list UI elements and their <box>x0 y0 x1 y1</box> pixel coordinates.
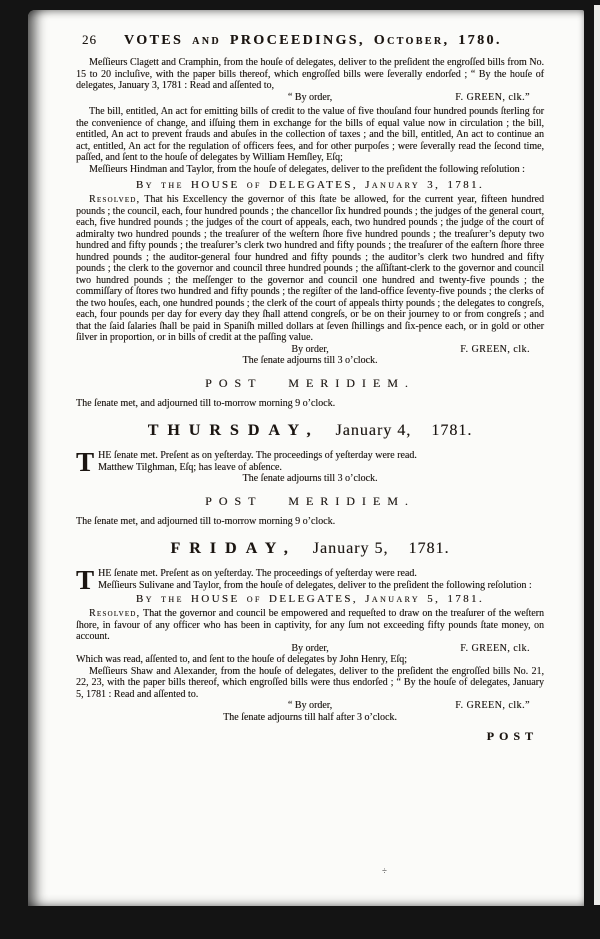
drop-cap: T <box>76 565 95 595</box>
paragraph-resolved-captivity <box>76 608 544 643</box>
resolved-body-text: That the governor and council be empowered and requeſted to draw on the treaſurer of the weſtern ſhore, in favour of any officer who has been in captivity, for any ſum not exceeding fifty pounds ſtate money, on account. <box>76 608 544 642</box>
by-order-text: By order, <box>291 343 329 355</box>
day-name: THURSDAY, <box>147 422 320 439</box>
adjournment-line: The ſenate adjourns till 3 o’clock. <box>242 473 378 484</box>
drop-cap: T <box>76 447 95 477</box>
by-order-text: “ By order, <box>287 700 333 711</box>
heading-house-of-delegates-jan3: By the HOUSE of DELEGATES, January 3, 1781. <box>135 179 485 191</box>
clerk-signature: F. GREEN, clk.” <box>455 700 530 711</box>
friday-line1: HE ſenate met. Preſent as on yeſterday. The proceedings of yeſterday were read. <box>98 568 417 579</box>
paragraph-thursday-proceedings <box>76 447 544 477</box>
paragraph-shaw-alexander: Meſſieurs Shaw and Alexander, from the houſe of delegates, deliver to the preſident the engroſſed bills No. 21, 22, 23, with the paper bills thereof, which engroſſed bills were thus endorſed ; “ By the houſe of delegates, January 5, 1781 : Read and aſſented to. <box>76 665 544 700</box>
thursday-line2: Matthew Tilghman, Eſq; has leave of abſence. <box>98 461 282 473</box>
signature-line-4 <box>76 700 544 712</box>
thursday-line1: HE ſenate met. Preſent as on yeſterday. The proceedings of yeſterday were read. <box>98 450 417 461</box>
signature-line-2 <box>76 344 544 356</box>
signature-line-1 <box>76 92 544 104</box>
ink-speck-mark: ÷ <box>382 866 387 876</box>
resolved-lead-word: Resolved, <box>89 608 141 619</box>
adjournment-line: The ſenate adjourns till 3 o’clock. <box>242 355 378 366</box>
paragraph-bills-read: The bill, entitled, An act for emitting bills of credit to the value of five thouſand four hundred pounds ſterling for the convenience of change, and iſſuing them in exchange for the bills of equal value now in circulation ; the bill, entitled, An act to prevent frauds and abuſes in the collection of taxes ; and the bill, entitled, An act to continue an act, entitled, An act for the regulation of officers fees, and for other purpoſes ; were ſeverally read the ſecond time, paſſed, and ſent to the houſe of delegates by William Hemſley, Eſq; <box>76 106 544 163</box>
clerk-signature: F. GREEN, clk.” <box>455 91 530 103</box>
adjacent-page-edge <box>594 5 600 905</box>
by-order-text: “ By order, <box>287 91 333 103</box>
running-header <box>82 32 544 49</box>
resolved-lead-word: Resolved, <box>89 194 141 205</box>
page-number: 26 <box>82 32 97 47</box>
senate-met-line: The ſenate met, and adjourned till to-morrow morning 9 o’clock. <box>76 397 336 409</box>
day-date: January 5, <box>312 540 389 557</box>
page-title: VOTES and PROCEEDINGS, October, 1780. <box>124 33 502 48</box>
paragraph-resolved-salaries <box>76 194 544 344</box>
scanned-page <box>28 10 584 906</box>
post-meridiem-heading: POST MERIDIEM. <box>205 375 415 390</box>
senate-met-line: The ſenate met, and adjourned till to-morrow morning 9 o’clock. <box>76 515 336 527</box>
heading-friday <box>76 539 544 559</box>
resolved-body-text: That his Excellency the governor of this ſtate be allowed, for the current year, fifteen hundred pounds ; the council, each, four hundred pounds ; the chancellor ſix hundred pounds ; the judges of the general court, each, five hundred pounds ; the judges of the court of appeals, each, two hundred pounds ; the judge of the court of admiralty two hundred pounds ; the treaſurer of the weſtern ſhore five hundred pounds ; the treaſurer’s deputy two hundred and fifty pounds ; the treaſurer’s clerk two hundred and fifty pounds ; the treaſurer of the eaſtern ſhore three hundred pounds ; the auditor-general four hundred and fifty pounds ; the auditor’s clerk two hundred and fifty pounds ; the clerk to the governor and council three hundred pounds ; the aſſiſtant-clerk to the governor and council two hundred pounds ; the meſſenger to the governor and council one hundred and twenty-five pounds ; the commiſſary of ſtores two hundred and fifty pounds ; the regiſter of the land-office ſeventy-five pounds ; the clerks of the two houſes, each, one hundred pounds ; the clerk of the court of appeals thirty pounds ; the delegates to congreſs, each, four pounds per day for every day they ſhall attend congreſs, or be on their journey to or from congreſs ; and that the ſaid ſalaries ſhall be paid in Spaniſh milled dollars at ſeven ſhillings and ſix-pence each, or in gold or other ſilver in proportion, or in bills of credit at the paſſing value. <box>76 194 544 343</box>
post-meridiem-heading: POST MERIDIEM. <box>205 493 415 508</box>
clerk-signature: F. GREEN, clk. <box>460 642 530 654</box>
day-date: January 4, <box>335 422 412 439</box>
catchword-post: POST <box>486 729 538 743</box>
adjournment-line: The ſenate adjourns till half after 3 o’clock. <box>223 711 397 723</box>
friday-line2: Meſſieurs Sulivane and Taylor, from the houſe of delegates, deliver to the preſident the following reſolution : <box>98 579 532 591</box>
paragraph-which-was-read: Which was read, aſſented to, and ſent to the houſe of delegates by John Henry, Eſq; <box>76 654 407 665</box>
day-year: 1781. <box>408 540 450 557</box>
by-order-text: By order, <box>291 642 329 654</box>
heading-thursday <box>76 421 544 441</box>
day-year: 1781. <box>431 422 473 439</box>
heading-house-of-delegates-jan5: By the HOUSE of DELEGATES, January 5, 1781. <box>135 593 485 605</box>
paragraph-hindman-taylor: Meſſieurs Hindman and Taylor, from the houſe of delegates, deliver to the preſident the following reſolution : <box>89 163 525 175</box>
paragraph-clagett-bills: Meſſieurs Clagett and Cramphin, from the houſe of delegates, deliver to the preſident the engroſſed bills from No. 15 to 20 incluſive, with the paper bills thereof, which engroſſed bills were ſeverally endorſed ; “ By the houſe of delegates, January 3, 1781 : Read and aſſented to, <box>76 57 544 91</box>
clerk-signature: F. GREEN, clk. <box>460 343 530 355</box>
signature-line-3 <box>76 643 544 655</box>
day-name: FRIDAY, <box>170 540 297 557</box>
paragraph-friday-proceedings <box>76 565 544 595</box>
